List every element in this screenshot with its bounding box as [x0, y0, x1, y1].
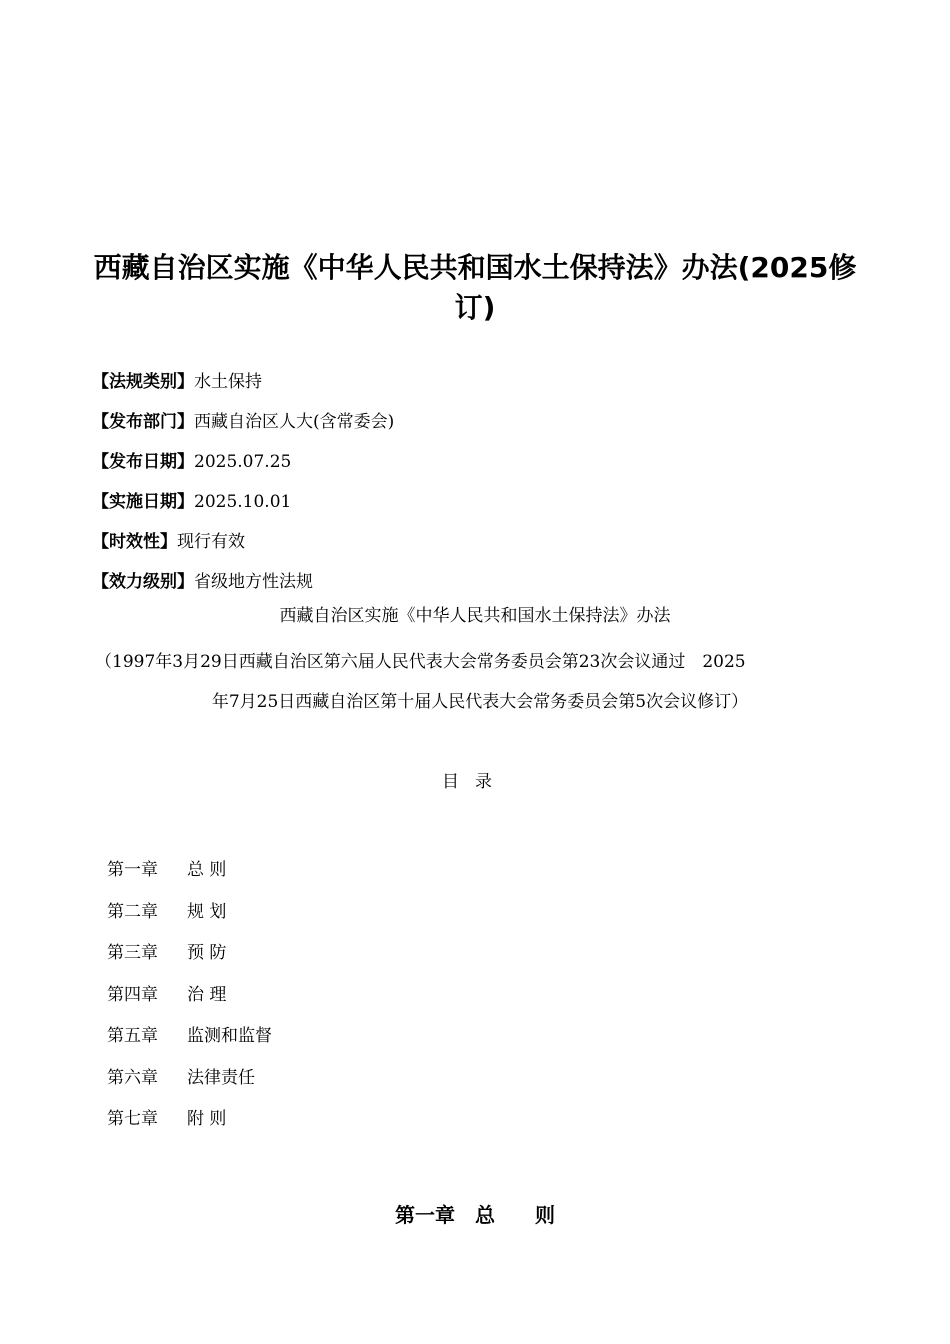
meta-key: 【法规类别】 [92, 372, 194, 392]
toc-item[interactable] [107, 933, 272, 975]
toc-item[interactable] [107, 850, 272, 892]
adoption-note-line-1: （1997年3月29日西藏自治区第六届人民代表大会常务委员会第23次会议通过 2025 [95, 652, 746, 672]
toc-chapter-name: 附 则 [187, 1109, 227, 1129]
toc-chapter-number: 第一章 [107, 860, 158, 880]
toc-chapter-number: 第四章 [107, 984, 158, 1005]
table-of-contents [107, 850, 272, 1141]
chapter-heading: 第一章 总 则 [395, 1203, 555, 1227]
meta-value: 水土保持 [194, 372, 262, 392]
meta-category [92, 362, 394, 402]
toc-chapter-name: 治 理 [187, 984, 227, 1005]
toc-chapter-number: 第六章 [107, 1067, 158, 1088]
toc-heading: 目录 [442, 772, 508, 792]
meta-key: 【实施日期】 [92, 492, 194, 512]
toc-chapter-name: 监测和监督 [187, 1026, 272, 1046]
toc-item[interactable] [107, 1099, 272, 1141]
toc-chapter-number: 第五章 [107, 1026, 158, 1046]
toc-item[interactable] [107, 1058, 272, 1100]
meta-value: 2025.10.01 [194, 492, 292, 512]
toc-chapter-number: 第二章 [107, 901, 158, 922]
toc-chapter-name: 规 划 [187, 901, 227, 922]
toc-item[interactable] [107, 1016, 272, 1058]
meta-validity [92, 522, 394, 562]
adoption-note [95, 642, 865, 722]
toc-chapter-name: 预 防 [187, 943, 227, 963]
title-line-2: 订) [454, 291, 496, 324]
meta-key: 【发布部门】 [92, 412, 194, 432]
meta-value: 省级地方性法规 [194, 572, 313, 592]
meta-value: 西藏自治区人大(含常委会) [194, 412, 395, 432]
toc-chapter-name: 法律责任 [187, 1067, 255, 1088]
meta-key: 【时效性】 [92, 532, 177, 552]
toc-chapter-number: 第三章 [107, 943, 158, 963]
document-subtitle: 西藏自治区实施《中华人民共和国水土保持法》办法 [279, 606, 671, 626]
metadata-list [92, 362, 394, 602]
meta-level [92, 562, 394, 602]
meta-value: 2025.07.25 [194, 452, 292, 472]
meta-effective-date [92, 482, 394, 522]
meta-key: 【效力级别】 [92, 572, 194, 592]
meta-key: 【发布日期】 [92, 452, 194, 472]
meta-publish-date [92, 442, 394, 482]
adoption-note-line-2: 年7月25日西藏自治区第十届人民代表大会常务委员会第5次会议修订） [211, 692, 749, 712]
meta-issuer [92, 402, 394, 442]
document-title [70, 248, 880, 328]
toc-item[interactable] [107, 892, 272, 934]
title-line-1: 西藏自治区实施《中华人民共和国水土保持法》办法(2025修 [93, 251, 857, 284]
toc-chapter-name: 总 则 [187, 860, 227, 880]
toc-item[interactable] [107, 975, 272, 1017]
toc-chapter-number: 第七章 [107, 1109, 158, 1129]
meta-value: 现行有效 [177, 532, 245, 552]
